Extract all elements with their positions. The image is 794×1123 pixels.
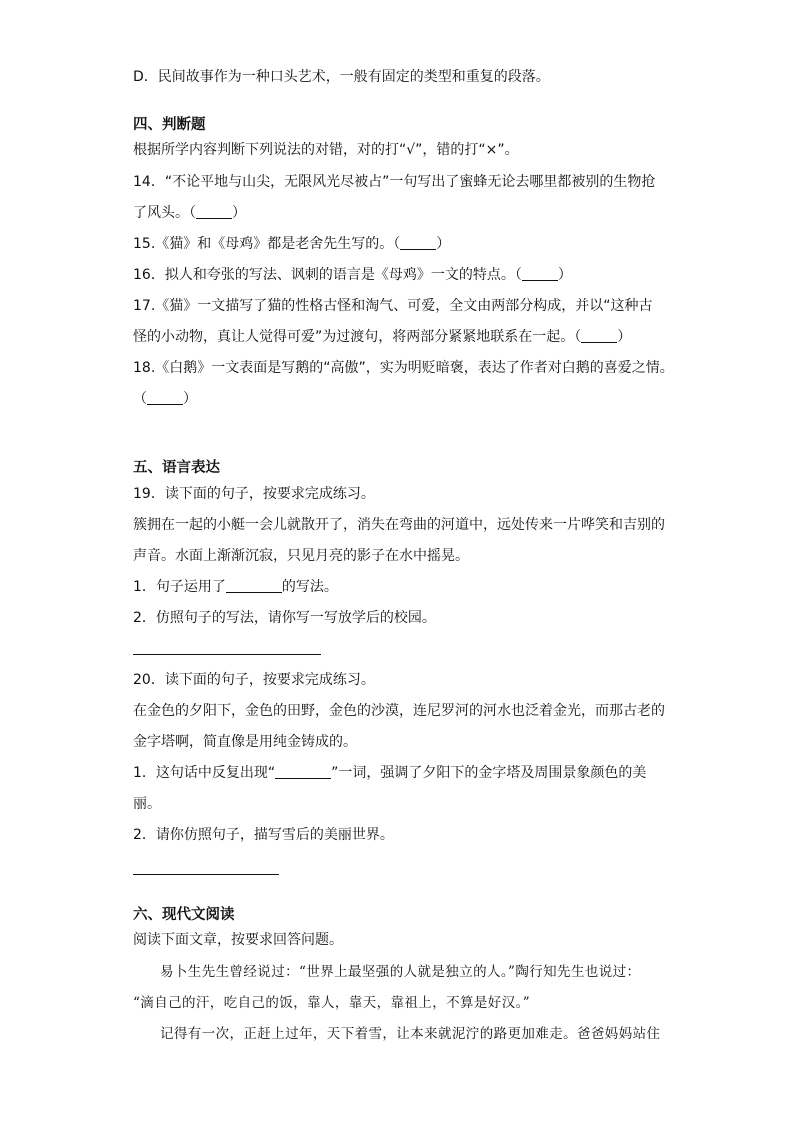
question-20-sentence-1: 在金色的夕阳下，金色的田野，金色的沙漠，连尼罗河的河水也泛着金光，而那古老的 [133,703,665,719]
question-15-text: 15.《猫》和《母鸡》都是老舍先生写的。（ [133,236,401,252]
question-18-line-2 [133,389,197,409]
question-20-part-1-text: 1．这句话中反复出现“ [133,765,276,781]
section-6-title: 六、现代文阅读 [133,907,235,923]
close-paren: ） [617,329,632,345]
question-19-part-1-suffix: 的写法。 [281,579,338,595]
question-20-part-1-cont: 丽。 [133,796,161,812]
question-17-line-2 [133,327,631,347]
answer-line-20-2[interactable] [133,874,279,875]
question-20-part-2: 2．请你仿照句子，描写雪后的美丽世界。 [133,827,394,843]
question-20: 20．读下面的句子，按要求完成练习。 [133,672,375,688]
question-14-line-2 [133,203,246,223]
question-19-sentence-2: 声音。水面上渐渐沉寂，只见月亮的影子在水中摇晃。 [133,548,469,564]
open-paren: （ [133,391,147,407]
question-20-part-1 [133,763,646,783]
question-19-part-1-text: 1．句子运用了 [133,579,226,595]
question-15 [133,234,450,254]
passage-paragraph-1-line-1: 易卜生先生曾经说过：“世界上最坚强的人就是独立的人。”陶行知先生也说过： [160,964,641,980]
question-19-part-2: 2．仿照句子的写法，请你写一写放学后的校园。 [133,610,436,626]
answer-blank-14[interactable] [196,204,232,219]
close-paren: ） [183,391,197,407]
section-4-title: 四、判断题 [133,117,206,133]
section-6-instruction: 阅读下面文章，按要求回答问题。 [133,932,343,948]
question-17-text: 怪的小动物，真让人觉得可爱”为过渡句，将两部分紧紧地联系在一起。（ [133,329,582,345]
passage-paragraph-1-line-2: “滴自己的汗，吃自己的饭，靠人，靠天，靠祖上，不算是好汉。” [133,995,531,1011]
question-17-line-1: 17.《猫》一文描写了猫的性格古怪和淘气、可爱，全文由两部分构成，并以“这种古 [133,298,653,314]
close-paren: ） [557,267,572,283]
answer-blank-15[interactable] [400,235,436,250]
question-14-text: 了风头。（ [133,205,196,221]
option-d: D．民间故事作为一种口头艺术，一般有固定的类型和重复的段落。 [133,69,550,85]
question-14-line-1: 14．“不论平地与山尖，无限风光尽被占”一句写出了蜜蜂无论去哪里都被别的生物抢 [133,174,656,190]
answer-blank-16[interactable] [522,266,558,281]
answer-blank-18[interactable] [147,390,183,405]
question-16-text: 16．拟人和夸张的写法、讽刺的语言是《母鸡》一文的特点。（ [133,267,522,283]
close-paren: ） [232,205,246,221]
section-4-instruction: 根据所学内容判断下列说法的对错，对的打“√”，错的打“×”。 [133,142,519,158]
question-18-line-1: 18.《白鹅》一文表面是写鹅的“高傲”，实为明贬暗褒，表达了作者对白鹅的喜爱之情。 [133,360,674,376]
question-16 [133,265,572,285]
question-19-sentence-1: 簇拥在一起的小艇一会儿就散开了，消失在弯曲的河道中，远处传来一片哗笑和吉别的 [133,517,665,533]
answer-blank-19-1[interactable] [226,578,282,593]
section-5-title: 五、语言表达 [133,460,220,476]
answer-blank-17[interactable] [581,328,617,343]
answer-line-19-2[interactable] [133,654,321,655]
answer-blank-20-1[interactable] [275,764,331,779]
close-paren: ） [436,236,451,252]
question-20-part-1-suffix: ”一词，强调了夕阳下的金字塔及周围景象颜色的美 [331,765,647,781]
passage-paragraph-2-line-1: 记得有一次，正赶上过年，天下着雪，让本来就泥泞的路更加难走。爸爸妈妈站住 [160,1026,661,1042]
question-19: 19．读下面的句子，按要求完成练习。 [133,486,375,502]
question-20-sentence-2: 金字塔啊，简直像是用纯金铸成的。 [133,734,357,750]
question-19-part-1 [133,577,338,597]
